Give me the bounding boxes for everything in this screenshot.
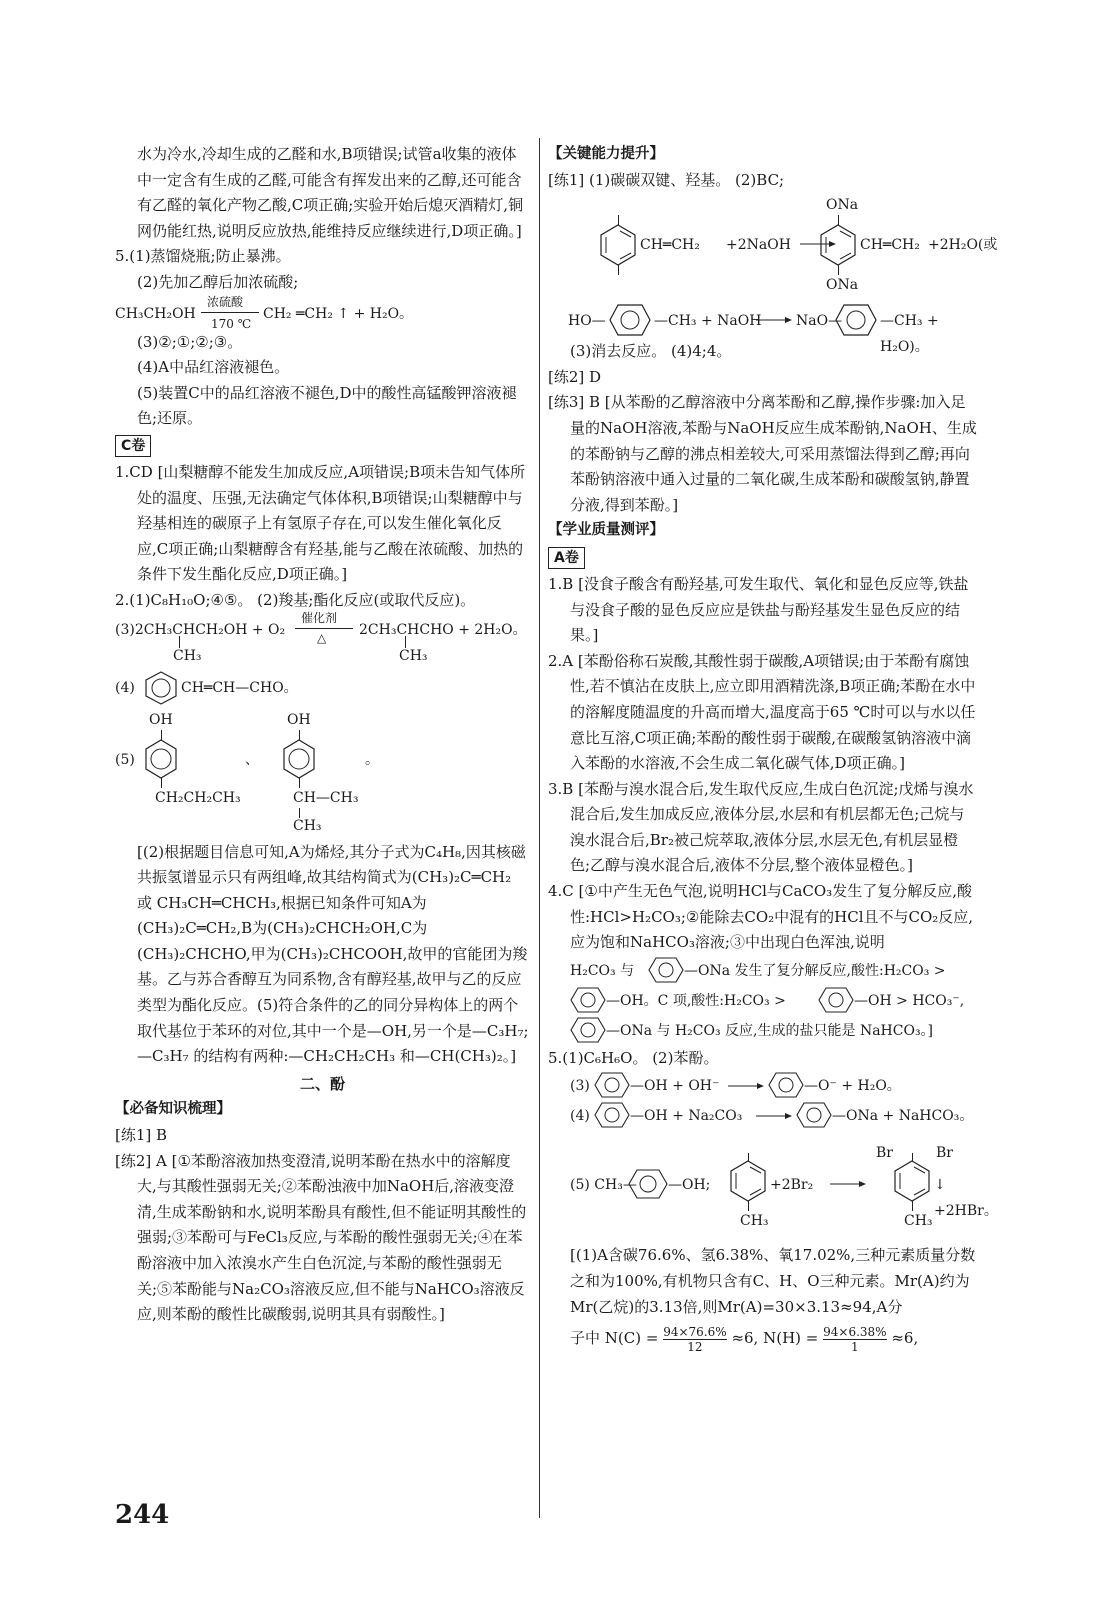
a-q5-eq5 [570, 1131, 998, 1243]
a5-3a: (3) [570, 1078, 590, 1095]
a-q2: 2.A [苯酚俗称石炭酸,其酸性弱于碳酸,A项错误;由于苯酚有腐蚀性,若不慎沾在皮肤上,应立即用酒精洗涤,B项正确;苯酚在水中的溶解度随温度的升高而增大,温度高于65 ℃时可以与水以任意比互溶,C项正确;苯酚的酸性弱于碳酸,在碳酸氢钠溶液中滴入苯酚的水溶液,不会生成二氧化碳气体,D项正确。] [548, 651, 976, 773]
benzene-ring-icon [143, 670, 179, 706]
section-a-box: A卷 [548, 547, 585, 569]
q5-part5: (5)装置C中的品红溶液不褪色,D中的酸性高锰酸钾溶液褪色;还原。 [137, 383, 517, 428]
r1-ona-bottom: ONa [826, 277, 859, 294]
continued-answer: 水为冷水,冷却生成的乙醛和水,B项错误;试管a收集的液体中一定含有生成的乙醛,可能含有挥发出来的乙醇,还可能含有乙醛的氧化产物乙酸,C项正确;实验开始后熄灭酒精灯,铜网仍能红热,说明反应放热,能维持反应继续进行,D项正确。] [137, 145, 524, 240]
a5-4b: —OH + Na₂CO₃ [630, 1108, 743, 1125]
key-practice-1-part3: (3)消去反应。 (4)4;4。 [570, 342, 732, 361]
c2-4-label: (4) [115, 679, 135, 696]
a-q1: 1.B [没食子酸含有酚羟基,可发生取代、氧化和显色反应等,铁盐与没食子酸的显色反应应是铁盐与酚羟基发生显色反应的结果。] [548, 574, 969, 645]
c-q1: 1.CD [山梨糖醇不能发生加成反应,A项错误;B项未告知气体所处的温度、压强,无法确定气体体积,B项错误;山梨糖醇中与羟基相连的碳原子上有氢原子存在,可以发生催化氧化反应,C项正确;山梨糖醇含有羟基,能与乙酸在浓硫酸、加热的条件下发生酯化反应,D项正确。] [115, 462, 526, 584]
c2-3-ch3-right: CH₃ [399, 647, 428, 664]
arrow-icon [756, 1111, 792, 1121]
a-q5-eq3 [570, 1071, 978, 1101]
benzene-ring-icon [608, 303, 652, 337]
benzene-ring-icon [570, 1017, 606, 1043]
left-column [115, 142, 530, 1328]
ethanol-dehydration-equation [115, 296, 530, 330]
a-q5-formula-line [548, 1320, 978, 1356]
benzene-ring-icon [892, 1159, 932, 1203]
a4-d: —ONa 与 H₂CO₃ 反应,生成的盐只能是 NaHCO₃。] [606, 1022, 934, 1039]
key-practice-2: [练2] D [548, 367, 602, 386]
diol-naoh-equation [568, 193, 998, 303]
r1-end: +2H₂O(或 [928, 237, 998, 254]
a5-5b: —OH; [668, 1177, 711, 1194]
c2-3-left: (3)2CH₃CHCH₂OH + O₂ [115, 621, 286, 638]
arrow-icon [756, 315, 792, 325]
fraction-nc-num: 94×76.6% [663, 1324, 727, 1339]
benzene-ring-icon [598, 223, 638, 267]
section-quality: 【学业质量测评】 [548, 522, 664, 539]
c2-5-chain-a: CH₂CH₂CH₃ [155, 789, 241, 806]
fraction-nc-den: 12 [663, 1339, 726, 1354]
c2-5-oh-a: OH [149, 711, 173, 728]
a4-c1: —OH。C 项,酸性:H₂CO₃ > [606, 992, 786, 1009]
a4-b2: —ONa 发生了复分解反应,酸性:H₂CO₃ > [684, 962, 946, 979]
benzene-ring-icon [628, 1169, 668, 1199]
a-q4-line2 [570, 956, 978, 986]
a5-br-right: Br [936, 1145, 953, 1162]
practice-1: [练1] B [115, 1126, 168, 1145]
a5-expl3: ≈6, N(H) = [731, 1329, 819, 1348]
a5-3b: —OH + OH⁻ [630, 1078, 720, 1095]
benzene-ring-icon [818, 987, 854, 1013]
benzene-ring-icon [834, 303, 878, 337]
key-practice-3: [练3] B [从苯酚的乙醇溶液中分离苯酚和乙醇,操作步骤:加入足量的NaOH溶液,苯酚与NaOH反应生成苯酚钠,NaOH、生成的苯酚钠与乙醇的沸点相差较大,可采用蒸馏法得到乙醇;再向苯酚钠溶液中通入过量的二氧化碳,生成苯酚和碳酸氢钠,静置分液,得到苯酚。] [548, 393, 977, 514]
c2-3-right: 2CH₃CHCHO + 2H₂O。 [359, 621, 527, 638]
eq1-cond-top: 浓硫酸 [207, 294, 244, 309]
a-q3: 3.B [苯酚与溴水混合后,发生取代反应,生成白色沉淀;戊烯与溴水混合后,发生加成反应,液体分层,水层和有机层都无色;己烷与溴水混合后,Br₂被己烷萃取,液体分层,水层无色,有机层显橙色;乙醇与溴水混合后,液体不分层,整个液体显橙色。] [548, 779, 974, 875]
benzene-ring-icon [728, 1159, 768, 1203]
a5-5a: (5) CH₃— [570, 1177, 637, 1194]
a5-4c: —ONa + NaHCO₃。 [832, 1108, 974, 1125]
a5-5c: +2Br₂ [770, 1177, 814, 1194]
c2-3-cond-top: 催化剂 [301, 610, 338, 625]
a5-ch3-product: CH₃ [904, 1213, 933, 1230]
a5-3c: —O⁻ + H₂O。 [804, 1078, 901, 1095]
practice-2: [练2] A [①苯酚溶液加热变澄清,说明苯酚在热水中的溶解度大,与其酸性强弱无关;②苯酚浊液中加NaOH后,溶液变澄清,生成苯酚钠和水,说明苯酚具有酸性,但不能证明其酸性的强弱;③苯酚可与FeCl₃反应,与苯酚的酸性强弱无关;④在苯酚溶液中加入浓溴水产生白色沉淀,与苯酚的酸性强弱无关;⑤苯酚能与Na₂CO₃溶液反应,但不能与NaHCO₃溶液反应,则苯酚的酸性比碳酸弱,说明其具有弱酸性。] [115, 1151, 527, 1324]
r1-eq2-left: HO— [568, 313, 606, 330]
a5-4a: (4) [570, 1108, 590, 1125]
section-c-box: C卷 [115, 435, 151, 457]
q5-part1: 5.(1)蒸馏烧瓶;防止暴沸。 [115, 247, 291, 266]
a-q5-eq4 [570, 1101, 978, 1131]
r1-bond-bottom [618, 265, 619, 275]
benzene-ring-icon [594, 1102, 630, 1128]
section-knowledge: 【必备知识梳理】 [115, 1101, 231, 1118]
fraction-nc [663, 1325, 726, 1354]
a5-expl2: 子中 N(C) = [570, 1329, 659, 1348]
r1-eq2-right: NaO— [796, 313, 843, 330]
a5-5d: ↓ +2HBr。 [934, 1177, 998, 1220]
a-q4-part1: 4.C [①中产生无色气泡,说明HCl与CaCO₃发生了复分解反应,酸性:HCl>H₂CO₃;②能除去CO₂中混有的HCl且不与CO₂反应,应为饱和NaHCO₃溶液;③中出现白色浑浊,说明 [548, 882, 974, 952]
c-q2-part1: 2.(1)C₈H₁₀O;④⑤。 (2)羧基;酯化反应(或取代反应)。 [115, 590, 476, 609]
benzene-ring-icon [768, 1072, 804, 1098]
r1-eq2-end: —CH₃ + H₂O)。 [880, 313, 939, 355]
benzene-ring-icon [796, 1102, 832, 1128]
c2-5-period: 。 [365, 751, 379, 768]
arrow-icon [830, 1179, 866, 1189]
c2-5-oh-b: OH [287, 711, 311, 728]
c2-4-chain: CH═CH—CHO。 [181, 679, 298, 696]
a5-br-left: Br [876, 1145, 893, 1162]
c2-5-chain-b: CH—CH₃ [293, 789, 359, 806]
page-number: 244 [115, 1500, 170, 1530]
arrow-icon [728, 1081, 764, 1091]
eq1-cond-bottom: 170 ℃ [211, 316, 252, 331]
a-q4-line3 [570, 986, 978, 1016]
eq1-right: CH₂ ═CH₂ ↑ + H₂O。 [263, 305, 414, 322]
key-practice-1: [练1] (1)碳碳双键、羟基。 (2)BC; [548, 170, 785, 189]
c2-5-ch3: CH₃ [293, 817, 322, 834]
a-q4-line4 [570, 1016, 978, 1046]
a4-b1: H₂CO₃ 与 [570, 962, 635, 979]
fraction-nh-num: 94×6.38% [823, 1324, 887, 1339]
q5-part2: (2)先加乙醇后加浓硫酸; [137, 272, 299, 291]
fraction-nh [823, 1325, 886, 1354]
r1-eq2-mid: —CH₃ + NaOH [654, 313, 762, 330]
a5-expl4: ≈6, [891, 1329, 919, 1348]
separator-comma: 、 [245, 751, 259, 768]
column-divider [539, 138, 540, 1518]
c-q2-explanation: [(2)根据题目信息可知,A为烯烃,其分子式为C₄H₈,因其核磁共振氢谱显示只有两组峰,故其结构简式为(CH₃)₂C═CH₂ 或 CH₃CH═CHCH₃,根据已知条件可知A为(CH₃)₂C═CH₂,B为(CH₃)₂CHCH₂OH,C为(CH₃)₂CHCHO,甲为(CH₃)₂CHCOOH,故甲的官能团为羧基。乙与苏合香醇互为同系物,含有醇羟基,故甲与乙的反应类型为酯化反应。(5)符合条件的乙的同分异构体上的两个取代基位于苯环的对位,其中一个是—OH,另一个是—C₃H₇;—C₃H₇ 的结构有两种:—CH₂CH₂CH₃ 和—CH(CH₃)₂。] [137, 842, 529, 1066]
fraction-nh-den: 1 [823, 1339, 886, 1354]
benzene-ring-icon [281, 738, 317, 780]
a4-c2: —OH > HCO₃⁻, [854, 992, 965, 1009]
section-key-ability: 【关键能力提升】 [548, 146, 664, 162]
right-column [548, 142, 998, 1356]
eq1-left: CH₃CH₂OH [115, 305, 196, 322]
r1-prod-chain: CH═CH₂ [860, 237, 920, 254]
isomer-structures [115, 708, 530, 840]
cinnamaldehyde-structure [115, 668, 530, 708]
r1-chain: CH═CH₂ [640, 237, 700, 254]
r1-plus-naoh: +2NaOH [726, 237, 791, 254]
c2-3-ch3-left: CH₃ [173, 647, 202, 664]
q5-part3: (3)②;①;②;③。 [137, 332, 243, 351]
benzene-ring-icon [594, 1072, 630, 1098]
benzene-ring-icon [570, 987, 606, 1013]
a5-ch3-reactant: CH₃ [740, 1213, 769, 1230]
benzene-ring-icon [648, 957, 684, 983]
c2-3-cond-bottom: △ [317, 630, 327, 645]
section-phenol-title: 二、酚 [299, 1074, 345, 1093]
r1-ona-top: ONa [826, 197, 859, 214]
q5-part4: (4)A中品红溶液褪色。 [137, 358, 290, 377]
oxidation-equation [115, 610, 530, 668]
c2-5-label: (5) [115, 751, 135, 768]
a-q5-part1: 5.(1)C₆H₆O。 (2)苯酚。 [548, 1048, 719, 1067]
benzene-ring-icon [143, 738, 179, 780]
a-q5-explanation: [(1)A含碳76.6%、氢6.38%、氧17.02%,三种元素质量分数之和为100%,有机物只含有C、H、O三种元素。Mr(A)约为Mr(乙烷)的3.13倍,则Mr(A)=30×3.13≈94,A分 [570, 1246, 976, 1316]
benzene-ring-icon [818, 223, 858, 267]
